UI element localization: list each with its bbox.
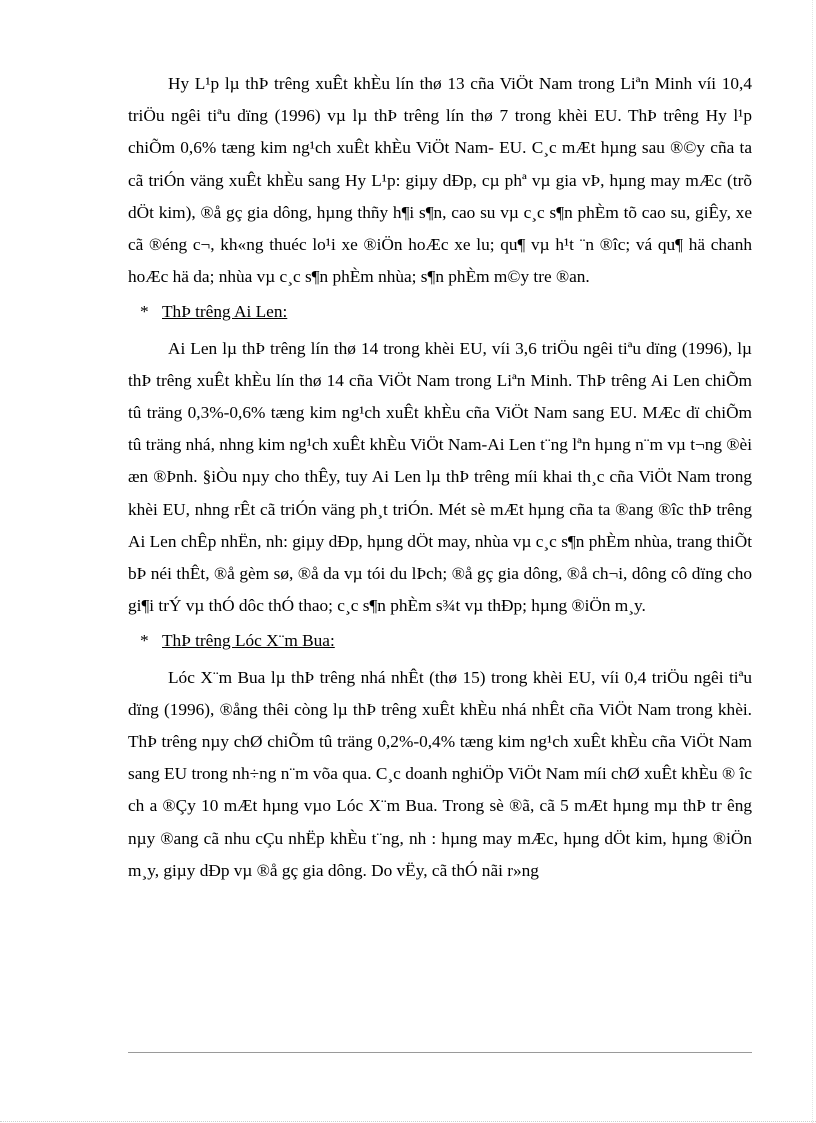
page-bottom-edge: [0, 1121, 816, 1122]
paragraph-ireland: Ai Len lµ thÞ trêng lín thø 14 trong khèi EU, víi 3,6 triÖu ngêi tiªu dïng (1996), lµ thÞ trêng xuÊt khÈu lín thø 14 cña ViÖt Nam trong Liªn Minh. ThÞ trêng Ai Len chiÕm tû träng 0,3%-0,6% tæng kim ng¹ch xuÊt khÈu cña ViÖt Nam sang EU. MÆc dï chiÕm tû träng nhá, nhng kim ng¹ch xuÊt khÈu ViÖt Nam-Ai Len t¨ng lªn hµng n¨m vµ t¬ng ®èi æn ®Þnh. §iÒu nµy cho thÊy, tuy Ai Len lµ thÞ trêng míi khai th¸c cña ViÖt Nam trong khèi EU, nhng rÊt cã triÓn väng ph¸t triÓn. Mét sè mÆt hµng cña ta ®ang ®îc thÞ trêng Ai Len chÊp nhËn, nh: giµy dÐp, hµng dÖt may, nhùa vµ c¸c s¶n phÈm nhùa, trang thiÕt bÞ néi thÊt, ®å gèm sø, ®å da vµ tói du lÞch; ®å gç gia dông, ®å ch¬i, dông cô dïng cho gi¶i trÝ vµ thÓ dôc thÓ thao; c¸c s¶n phÈm s¾t vµ thÐp; hµng ®iÖn m¸y.: [128, 338, 752, 616]
bullet-star-icon: *: [140, 302, 149, 322]
bullet-star-icon: *: [140, 631, 149, 651]
paragraph-greece: Hy L¹p lµ thÞ trêng xuÊt khÈu lín thø 13 cña ViÖt Nam trong Liªn Minh víi 10,4 triÖu ngêi tiªu dïng (1996) vµ lµ thÞ trêng lín thø 7 trong khèi EU. ThÞ trêng Hy l¹p chiÕm 0,6% tæng kim ng¹ch xuÊt khÈu ViÖt Nam- EU. C¸c mÆt hµng sau ®©y cña ta cã triÓn väng xuÊt khÈu sang Hy L¹p: giµy dÐp, cµ phª vµ gia vÞ, hµng may mÆc (trõ dÖt kim), ®å gç gia dông, hµng thñy h¶i s¶n, cao su vµ c¸c s¶n phÈm tõ cao su, giÊy, xe cã ®éng c¬, kh«ng thuéc lo¹i xe ®iÖn hoÆc xe lu; qu¶ vµ h¹t ¨n ®îc; vá qu¶ hä chanh hoÆc hä da; nhùa vµ c¸c s¶n phÈm nhùa; s¶n phÈm m©y tre ®an.: [128, 74, 752, 287]
document-body: [128, 68, 752, 887]
paragraph-luxembourg: Lóc X¨m Bua lµ thÞ trêng nhá nhÊt (thø 15) trong khèi EU, víi 0,4 triÖu ngêi tiªu dïng (1996), ®ång thêi còng lµ thÞ trêng xuÊt khÈu nhá nhÊt cña ViÖt Nam trong khèi. ThÞ trêng nµy chØ chiÕm tû träng 0,2%-0,4% tæng kim ng¹ch xuÊt khÈu cña ViÖt Nam sang EU trong nh÷ng n¨m võa qua. C¸c doanh nghiÖp ViÖt Nam míi chØ xuÊt khÈu ® îc ch a ®Çy 10 mÆt hµng vµo Lóc X¨m Bua. Trong sè ®ã, cã 5 mÆt hµng mµ thÞ tr êng nµy ®ang cã nhu cÇu nhËp khÈu t¨ng, nh : hµng may mÆc, hµng dÖt kim, hµng ®iÖn m¸y, giµy dÐp vµ ®å gç gia dông. Do vËy, cã thÓ nãi r»ng: [128, 667, 752, 880]
section-heading-luxembourg: [140, 625, 752, 657]
footer-divider: [128, 1052, 752, 1053]
section-title-luxembourg: ThÞ trêng Lóc X¨m Bua:: [162, 631, 335, 651]
page-right-edge: [812, 0, 813, 1123]
section-title-ireland: ThÞ trêng Ai Len:: [162, 302, 288, 322]
section-heading-ireland: [140, 296, 752, 328]
